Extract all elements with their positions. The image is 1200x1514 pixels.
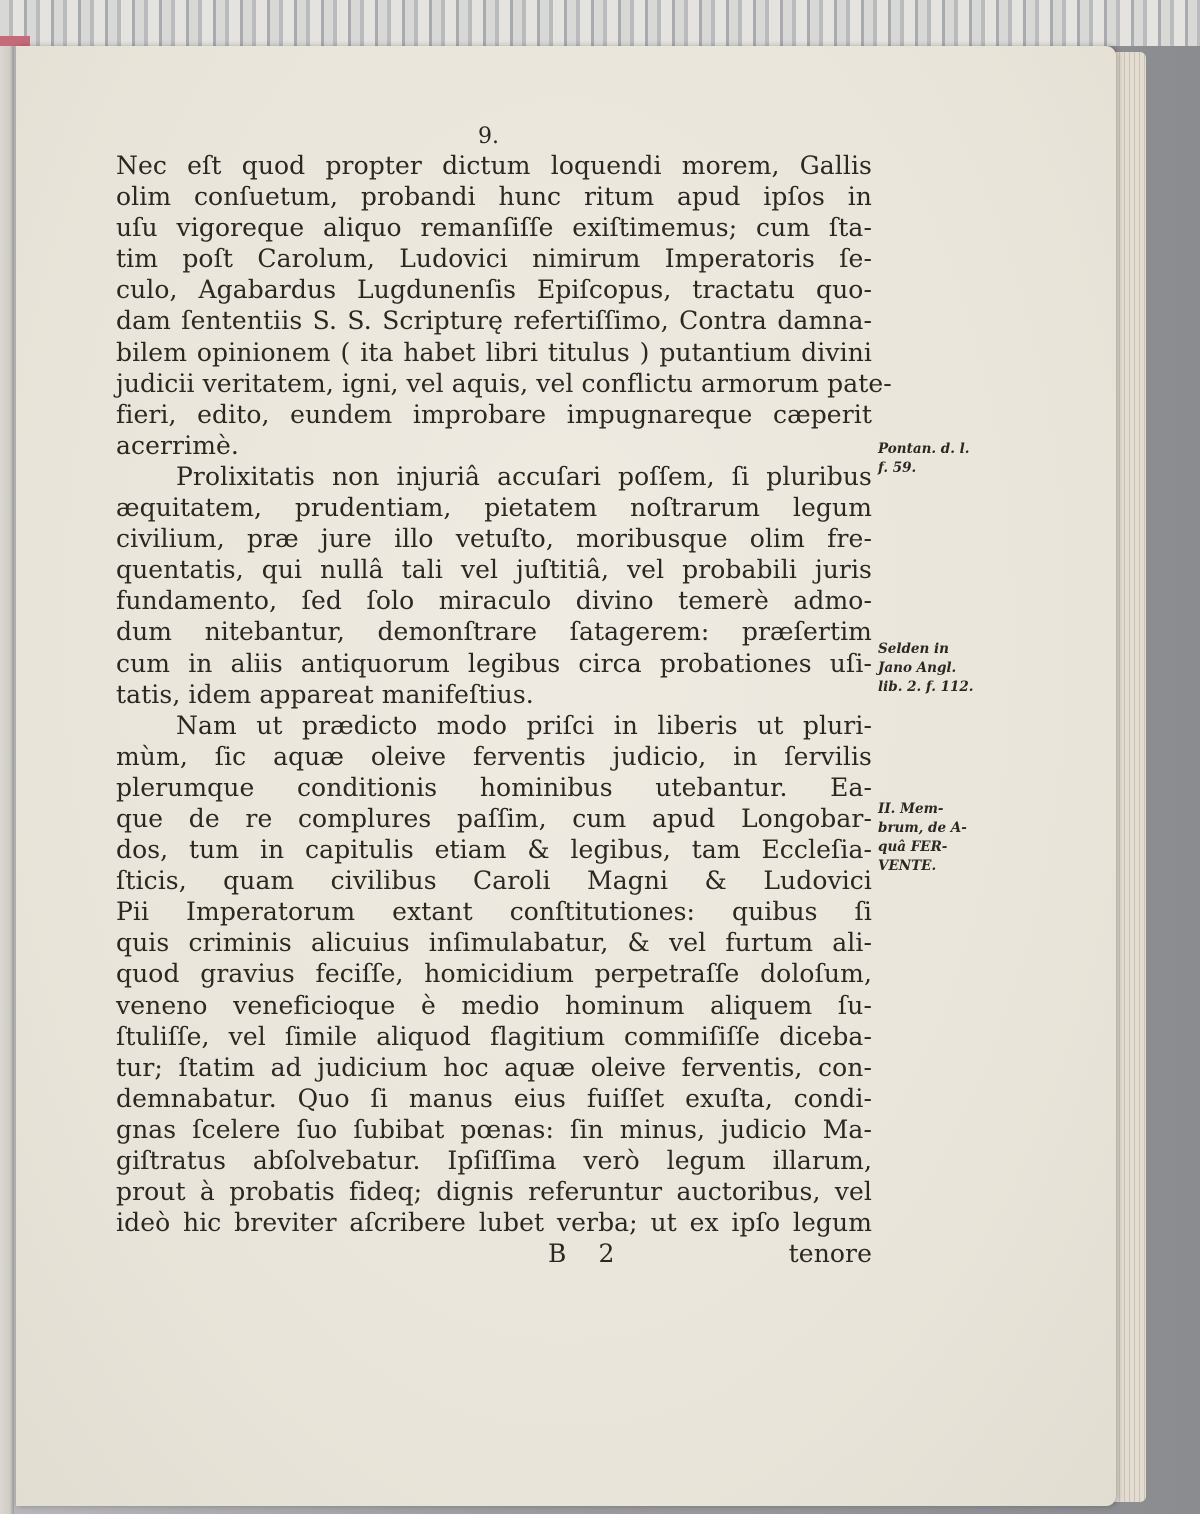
margin-note-line: II. Mem- [878, 801, 944, 817]
text-line: que de re complures paſſim, cum apud Longobar- [116, 803, 872, 833]
text-line: mùm, ſic aquæ oleive ferventis judicio, in ſervilis [116, 741, 872, 771]
text-line: judicii veritatem, igni, vel aquis, vel conflictu armorum pate- [116, 368, 892, 398]
text-line: veneno veneficioque è medio hominum aliquem ſu- [116, 990, 872, 1020]
page-gutter [0, 46, 14, 1514]
catchword: tenore [788, 1239, 872, 1269]
text-line: quentatis, qui nullâ tali vel juſtitiâ, vel probabili juris [116, 555, 872, 585]
text-line: Nec eſt quod propter dictum loquendi morem, Gallis [116, 151, 872, 180]
text-line: bilem opinionem ( ita habet libri titulus ) putantium divini [116, 337, 872, 367]
text-line: culo, Agabardus Lugdunenſis Epiſcopus, tractatu quo- [116, 275, 872, 305]
text-line: prout à probatis fideq; dignis referuntur auctoribus, vel [116, 1177, 872, 1207]
page-number: 9. [478, 124, 499, 149]
margin-note-line: quâ FER- [878, 839, 948, 855]
margin-note-line: f. 59. [878, 460, 917, 476]
margin-note-section-heading [878, 800, 967, 876]
margin-note-selden [878, 640, 974, 697]
text-line: acerrimè. [116, 430, 239, 460]
text-line: dos, tum in capitulis etiam & legibus, tam Eccleſia- [116, 835, 872, 865]
text-line: plerumque conditionis hominibus utebantur. Ea- [116, 772, 872, 802]
signature-mark: B [548, 1239, 567, 1269]
binding-edge-top [0, 0, 1200, 46]
signature-line [116, 1238, 872, 1269]
text-line: tatis, idem appareat manifeſtius. [116, 679, 534, 709]
text-line: æquitatem, prudentiam, pietatem noſtrarum legum [116, 493, 872, 523]
text-line: tur; ſtatim ad judicium hoc aquæ oleive ferventis, con- [116, 1052, 872, 1082]
signature-number: 2 [598, 1239, 615, 1269]
margin-note-line: lib. 2. f. 112. [878, 679, 974, 695]
text-line: civilium, præ jure illo vetuſto, moribusque olim fre- [116, 524, 872, 554]
text-line: tim poſt Carolum, Ludovici nimirum Imperatoris ſe- [116, 244, 872, 274]
text-line: Pii Imperatorum extant conſtitutiones: quibus ſi [116, 897, 872, 927]
text-line: giſtratus abſolvebatur. Ipſiſſima verò legum illarum, [116, 1146, 872, 1175]
text-line: quis criminis alicuius inſimulabatur, & vel furtum ali- [116, 928, 872, 958]
margin-note-line: Selden in [878, 641, 949, 657]
text-line: olim conſuetum, probandi hunc ritum apud ipſos in [116, 182, 872, 212]
margin-note-pontanus [878, 440, 969, 478]
text-line: demnabatur. Quo ſi manus eius fuiſſet exuſta, condi- [116, 1083, 872, 1113]
text-line: gnas ſcelere ſuo ſubibat pœnas: ſin minus, judicio Ma- [116, 1114, 872, 1144]
margin-note-line: VENTE. [878, 858, 937, 874]
margin-note-line: Pontan. d. l. [878, 441, 970, 457]
margin-note-line: Jano Angl. [878, 660, 957, 676]
text-line: fieri, edito, eundem improbare impugnareque cæperit [116, 399, 872, 429]
ribbon-marker [0, 36, 30, 46]
main-text-block [116, 150, 892, 1269]
text-line: ideò hic breviter aſcribere lubet verba; ut ex ipſo legum [116, 1208, 872, 1238]
text-line: uſu vigoreque aliquo remanſiſſe exiſtimemus; cum ſta- [116, 213, 872, 243]
text-line: quod gravius feciſſe, homicidium perpetraſſe doloſum, [116, 959, 872, 989]
text-line: ſtuliſſe, vel ſimile aliquod flagitium commiſiſſe diceba- [116, 1021, 872, 1051]
text-line: dam ſententiis S. S. Scripturę refertiſſimo, Contra damna- [116, 306, 872, 336]
text-line: Nam ut prædicto modo priſci in liberis ut pluri- [176, 710, 872, 740]
text-line: ſticis, quam civilibus Caroli Magni & Ludovici [116, 866, 872, 896]
margin-note-line: brum, de A- [878, 820, 967, 836]
text-line: Prolixitatis non injuriâ accuſari poſſem, ſi pluribus [176, 461, 872, 491]
text-line: cum in aliis antiquorum legibus circa probationes uſi- [116, 648, 872, 678]
text-line: dum nitebantur, demonſtrare ſatagerem: præſertim [116, 617, 872, 647]
text-line: fundamento, ſed ſolo miraculo divino temerè admo- [116, 586, 872, 616]
